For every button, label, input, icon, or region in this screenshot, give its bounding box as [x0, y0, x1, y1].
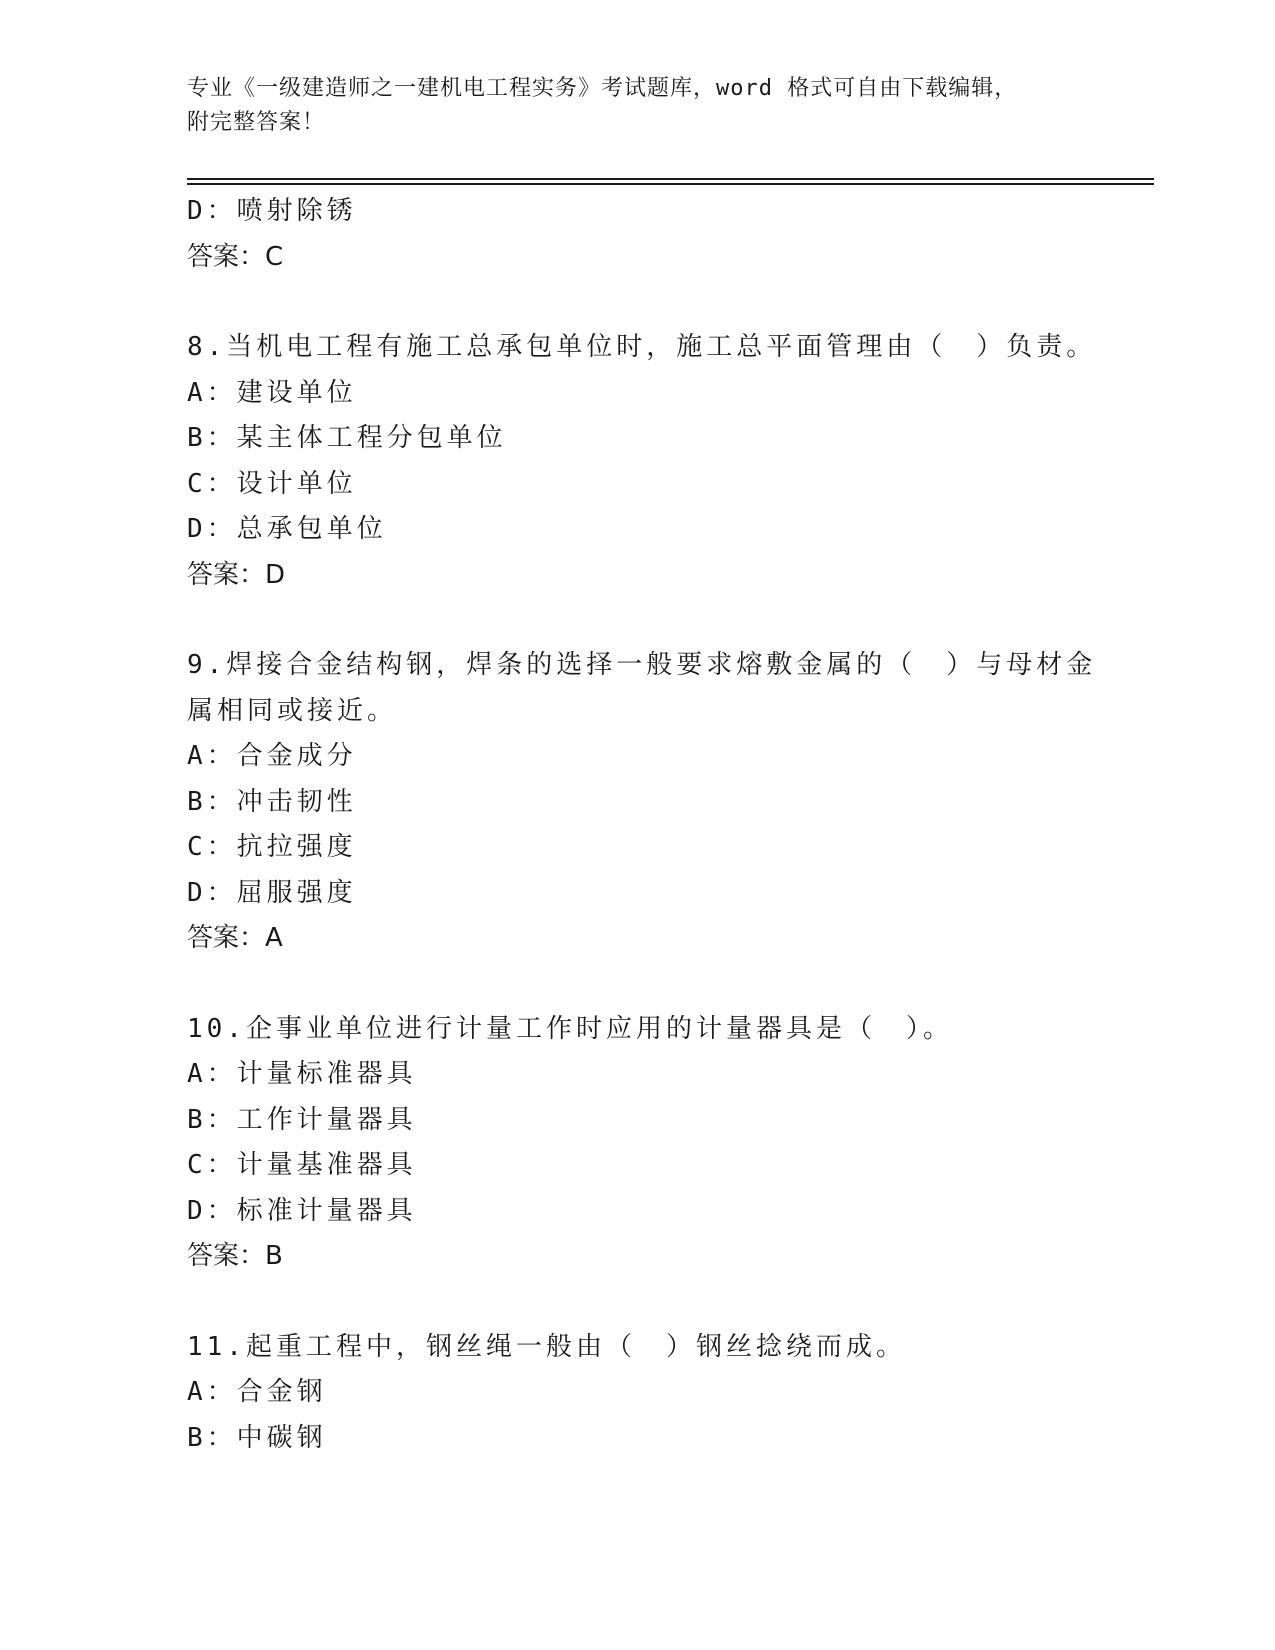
option-b: B：中碳钢: [187, 1422, 327, 1453]
option-b: B：工作计量器具: [187, 1104, 417, 1135]
option-d: D：总承包单位: [187, 514, 387, 544]
header-line-1: 专业《一级建造师之一建机电工程实务》考试题库，word 格式可自由下载编辑，: [187, 76, 1018, 101]
header-divider-bottom: [187, 183, 1154, 185]
option-a: A：合金成分: [187, 741, 357, 771]
option-a: A：计量标准器具: [187, 1059, 417, 1089]
option-c: C：设计单位: [187, 468, 357, 499]
answer-line: 答案：A: [187, 923, 283, 953]
option-d: D：屈服强度: [187, 877, 357, 908]
answer-line: 答案：C: [187, 241, 284, 272]
question-stem-9-line-2: 属相同或接近。: [187, 695, 398, 726]
option-c: C：计量基准器具: [187, 1150, 417, 1180]
option-d: D：喷射除锈: [187, 196, 357, 226]
option-b: B：某主体工程分包单位: [187, 423, 507, 453]
question-stem-11: 11.起重工程中，钢丝绳一般由（ ）钢丝捻绕而成。: [187, 1331, 906, 1362]
option-a: A：合金钢: [187, 1377, 327, 1407]
option-d: D：标准计量器具: [187, 1195, 417, 1226]
question-stem-8: 8.当机电工程有施工总承包单位时，施工总平面管理由（ ）负责。: [187, 332, 1097, 362]
answer-line: 答案：D: [187, 559, 286, 590]
option-b: B：冲击韧性: [187, 786, 357, 817]
answer-line: 答案：B: [187, 1241, 283, 1271]
header-divider-top: [187, 178, 1154, 180]
document-header: [187, 72, 1087, 140]
question-stem-9-line-1: 9.焊接合金结构钢，焊条的选择一般要求熔敷金属的（ ）与母材金: [187, 650, 1097, 680]
question-list: [187, 189, 1097, 1461]
option-a: A：建设单位: [187, 377, 357, 408]
header-line-2: 附完整答案！: [187, 110, 326, 135]
question-stem-10: 10.企事业单位进行计量工作时应用的计量器具是（ ）。: [187, 1013, 953, 1044]
option-c: C：抗拉强度: [187, 832, 357, 862]
